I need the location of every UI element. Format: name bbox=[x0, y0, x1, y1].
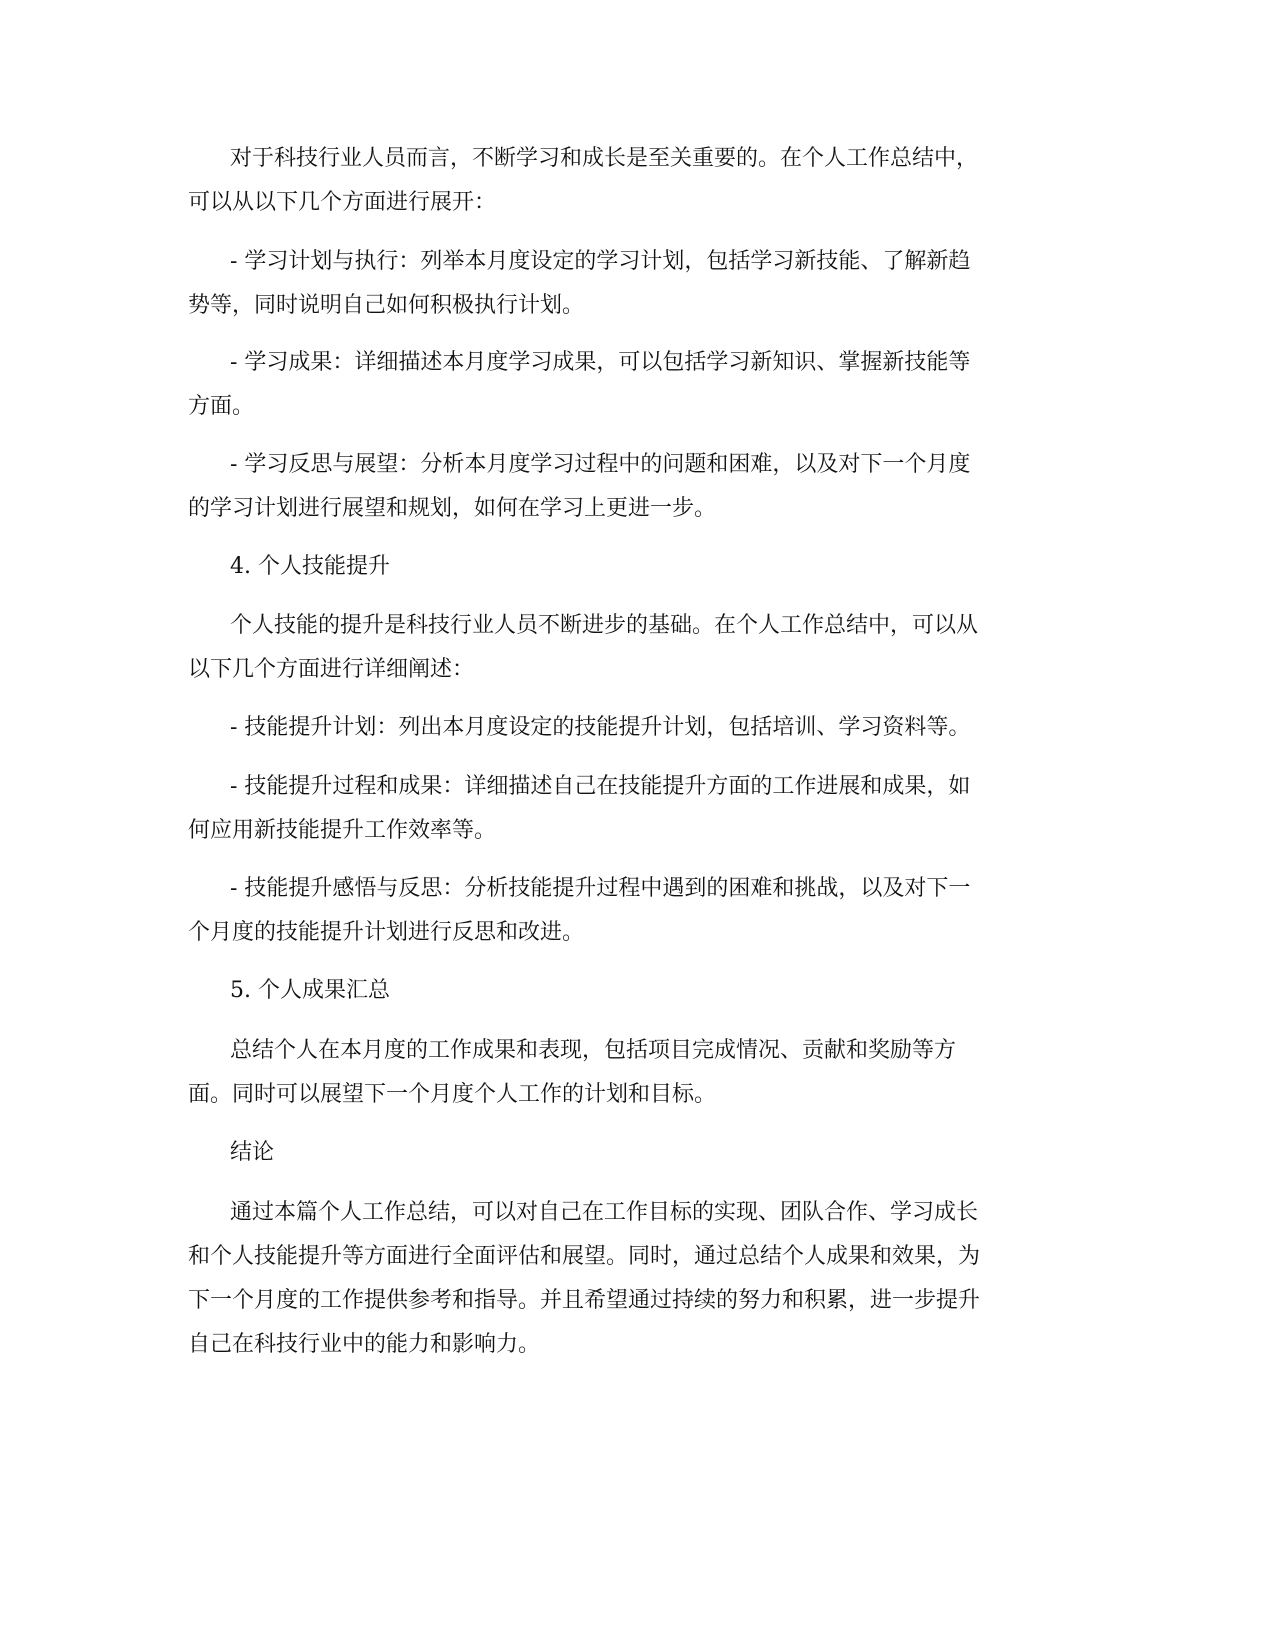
text-line: 对于科技行业人员而言，不断学习和成长是至关重要的。在个人工作总结中， bbox=[230, 146, 979, 171]
text-line: 下一个月度的工作提供参考和指导。并且希望通过持续的努力和积累，进一步提升 bbox=[188, 1288, 981, 1313]
text-line: 自己在科技行业中的能力和影响力。 bbox=[188, 1332, 541, 1357]
text-line: - 技能提升感悟与反思：分析技能提升过程中遇到的困难和挑战，以及对下一 bbox=[230, 876, 971, 901]
text-line: - 学习计划与执行：列举本月度设定的学习计划，包括学习新技能、了解新趋 bbox=[230, 249, 971, 274]
paragraph-learning-reflection bbox=[188, 443, 1088, 531]
section-heading-conclusion bbox=[188, 1131, 1088, 1175]
paragraph-learning-plan bbox=[188, 240, 1088, 328]
text-line: - 学习反思与展望：分析本月度学习过程中的问题和困难，以及对下一个月度 bbox=[230, 452, 971, 477]
text-line: 方面。 bbox=[188, 394, 255, 419]
text-line: 何应用新技能提升工作效率等。 bbox=[188, 818, 497, 843]
paragraph-achievements bbox=[188, 1029, 1088, 1117]
heading-text: 4. 个人技能提升 bbox=[230, 554, 390, 579]
section-heading-achievements bbox=[188, 969, 1088, 1013]
text-line: 的学习计划进行展望和规划，如何在学习上更进一步。 bbox=[188, 496, 717, 521]
text-line: 势等，同时说明自己如何积极执行计划。 bbox=[188, 293, 585, 318]
text-line: 和个人技能提升等方面进行全面评估和展望。同时，通过总结个人成果和效果，为 bbox=[188, 1244, 981, 1269]
paragraph-learning-results bbox=[188, 341, 1088, 429]
text-line: - 技能提升过程和成果：详细描述自己在技能提升方面的工作进展和成果，如 bbox=[230, 774, 971, 799]
text-line: 总结个人在本月度的工作成果和表现，包括项目完成情况、贡献和奖励等方 bbox=[230, 1038, 957, 1063]
text-line: - 技能提升计划：列出本月度设定的技能提升计划，包括培训、学习资料等。 bbox=[230, 715, 971, 740]
text-line: 以下几个方面进行详细阐述： bbox=[188, 657, 475, 682]
heading-text: 结论 bbox=[230, 1140, 275, 1165]
text-line: 个人技能的提升是科技行业人员不断进步的基础。在个人工作总结中，可以从 bbox=[230, 613, 979, 638]
paragraph-conclusion bbox=[188, 1191, 1088, 1367]
text-line: 可以从以下几个方面进行展开： bbox=[188, 190, 497, 215]
text-line: - 学习成果：详细描述本月度学习成果，可以包括学习新知识、掌握新技能等 bbox=[230, 350, 971, 375]
text-line: 通过本篇个人工作总结，可以对自己在工作目标的实现、团队合作、学习成长 bbox=[230, 1200, 979, 1225]
paragraph-skills-plan bbox=[188, 706, 1088, 750]
text-line: 个月度的技能提升计划进行反思和改进。 bbox=[188, 920, 585, 945]
paragraph-learning-intro bbox=[188, 137, 1088, 225]
heading-text: 5. 个人成果汇总 bbox=[230, 978, 390, 1003]
paragraph-skills-intro bbox=[188, 604, 1088, 692]
paragraph-skills-reflection bbox=[188, 867, 1088, 955]
paragraph-skills-progress bbox=[188, 765, 1088, 853]
section-heading-skills bbox=[188, 545, 1088, 589]
text-line: 面。同时可以展望下一个月度个人工作的计划和目标。 bbox=[188, 1082, 717, 1107]
